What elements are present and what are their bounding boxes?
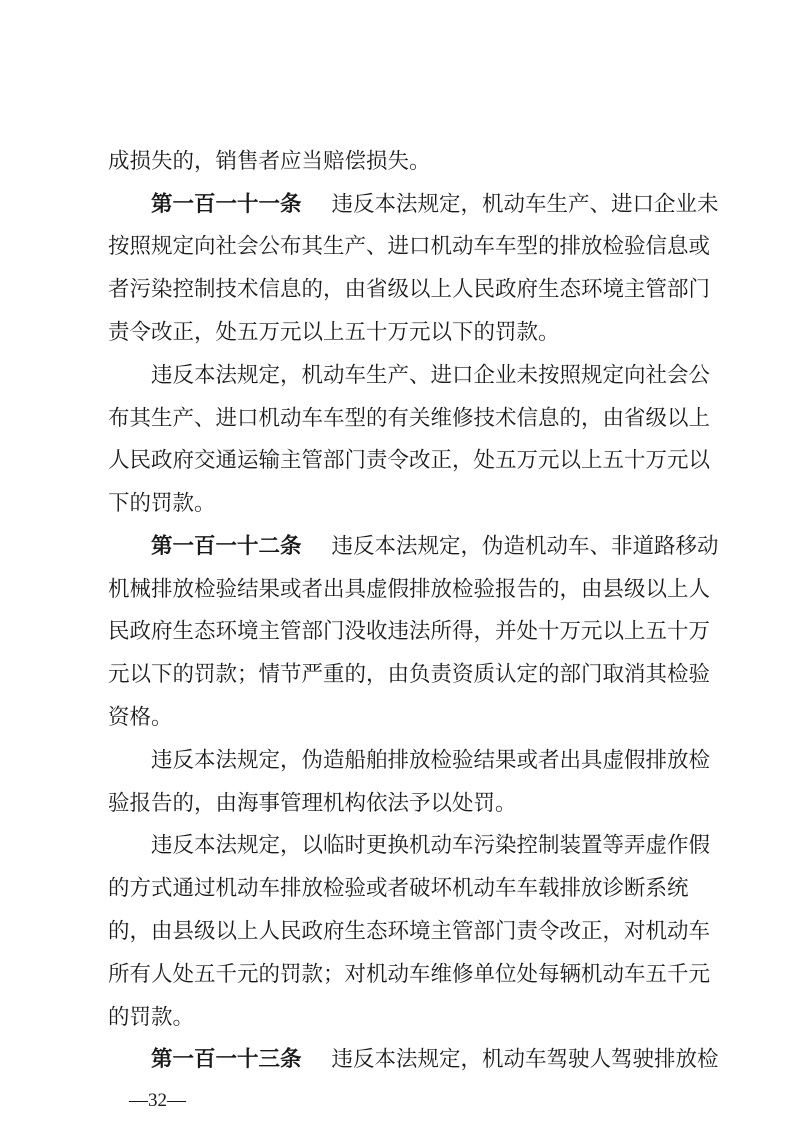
article-number: 第一百一十三条 (151, 1047, 302, 1072)
text-line: 人民政府交通运输主管部门责令改正，处五万元以上五十万元以 (108, 448, 711, 473)
article-text: 违反本法规定，伪造机动车、非道路移动 (331, 534, 719, 559)
text-line: 违反本法规定，伪造船舶排放检验结果或者出具虚假排放检 (151, 748, 711, 773)
text-line: 机械排放检验结果或者出具虚假排放检验报告的，由县级以上人 (108, 577, 711, 602)
page-number: —32— (129, 1090, 186, 1111)
text-line: 违反本法规定，以临时更换机动车污染控制装置等弄虚作假 (151, 833, 711, 858)
text-line: 布其生产、进口机动车车型的有关维修技术信息的，由省级以上 (108, 406, 711, 431)
text-line: 验报告的，由海事管理机构依法予以处罚。 (108, 791, 517, 816)
text-line: 资格。 (108, 705, 173, 730)
article-number: 第一百一十一条 (151, 192, 302, 217)
article-line (151, 1045, 719, 1075)
text-line: 的，由县级以上人民政府生态环境主管部门责令改正，对机动车 (108, 919, 711, 944)
text-line: 成损失的，销售者应当赔偿损失。 (108, 149, 431, 174)
text-line: 违反本法规定，机动车生产、进口企业未按照规定向社会公 (151, 363, 711, 388)
article-line (151, 190, 719, 220)
text-line: 下的罚款。 (108, 491, 216, 516)
article-text: 违反本法规定，机动车生产、进口企业未 (331, 192, 719, 217)
text-line: 元以下的罚款；情节严重的，由负责资质认定的部门取消其检验 (108, 662, 711, 687)
text-line: 所有人处五千元的罚款；对机动车维修单位处每辆机动车五千元 (108, 962, 711, 987)
text-line: 的罚款。 (108, 1005, 195, 1030)
article-line (151, 532, 719, 562)
article-text: 违反本法规定，机动车驾驶人驾驶排放检 (331, 1047, 719, 1072)
article-number: 第一百一十二条 (151, 534, 302, 559)
text-line: 者污染控制技术信息的，由省级以上人民政府生态环境主管部门 (108, 277, 711, 302)
text-line: 责令改正，处五万元以上五十万元以下的罚款。 (108, 320, 560, 345)
text-line: 按照规定向社会公布其生产、进口机动车车型的排放检验信息或 (108, 234, 711, 259)
text-line: 民政府生态环境主管部门没收违法所得，并处十万元以上五十万 (108, 619, 711, 644)
text-line: 的方式通过机动车排放检验或者破坏机动车车载排放诊断系统 (108, 876, 689, 901)
